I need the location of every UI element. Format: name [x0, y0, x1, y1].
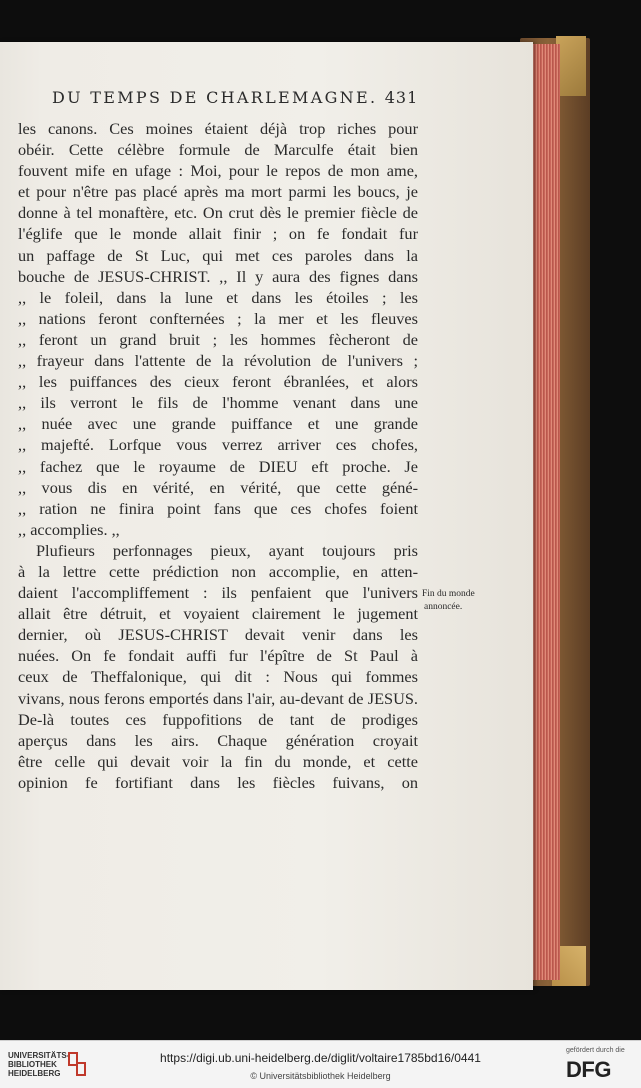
permalink[interactable]: https://digi.ub.uni-heidelberg.de/diglit/voltaire1785bd16/0441	[160, 1051, 481, 1065]
text-line: ,, nations feront confternées ; la mer et les fleuves	[18, 308, 418, 328]
text-line: ,, accomplies. ,,	[18, 519, 120, 539]
text-line: ,, le foleil, dans la lune et dans les étoiles ; les	[18, 287, 418, 307]
page-number: 431	[384, 88, 419, 107]
logo-line: BIBLIOTHEK	[8, 1060, 57, 1069]
text-line: allait être détruit, et voyaient clairement le jugement	[18, 604, 418, 624]
cover-corner-top	[556, 36, 586, 96]
text-line: ,, fachez que le royaume de DIEU eft proche. Je	[18, 456, 418, 476]
text-line: ,, ration ne finira point fans que ces chofes foient	[18, 498, 418, 518]
text-line: ,, nuée avec une grande puiffance et une grande	[18, 414, 418, 434]
marginal-note-line: annoncée.	[424, 602, 463, 612]
text-line: ,, les puiffances des cieux feront ébranlées, et alors	[18, 372, 418, 392]
text-line: être celle qui devait voir la fin du monde, et cette	[18, 751, 418, 771]
text-line: Plufieurs perfonnages pieux, ayant toujours pris	[36, 540, 418, 560]
text-line: ,, majefté. Lorfque vous verrez arriver ces chofes,	[18, 435, 418, 455]
text-line: aperçus dans les airs. Chaque génération croyait	[18, 730, 418, 750]
text-line: nuées. On fe fondait auffi fur l'épître de St Paul à	[18, 646, 418, 666]
text-line: à la lettre cette prédiction non accomplie, en atten-	[18, 561, 418, 581]
viewer-footer	[0, 1040, 641, 1088]
text-line: donne à tel monaftère, etc. On crut dès le premier fiècle de	[18, 203, 418, 223]
text-line: opinion fe fortifiant dans les fiècles fuivans, on	[18, 772, 418, 792]
text-line: un paffage de St Luc, qui met ces paroles dans la	[18, 245, 418, 265]
text-line: dernier, où JESUS-CHRIST devait venir dans les	[18, 625, 418, 645]
text-line: vivans, nous ferons emportés dans l'air, au-devant de JESUS.	[18, 688, 418, 708]
text-line: ,, feront un grand bruit ; les hommes fècheront de	[18, 329, 418, 349]
text-line: obéir. Cette célèbre formule de Marculfe était bien	[18, 140, 418, 160]
running-head-title: DU TEMPS DE CHARLEMAGNE.	[52, 88, 378, 107]
text-line: bouche de JESUS-CHRIST. ,, Il y aura des fignes dans	[18, 266, 418, 286]
marginal-note-line: Fin du monde	[422, 589, 475, 599]
text-line: ,, vous dis en vérité, en vérité, que cette géné-	[18, 477, 418, 497]
text-line: fouvent mife en ufage : Moi, pour le repos de mon ame,	[18, 161, 418, 181]
logo-line: HEIDELBERG	[8, 1069, 61, 1078]
text-line: et pour n'être pas placé après ma mort parmi les boucs, je	[18, 182, 418, 202]
text-line: ceux de Theffalonique, qui dit : Nous qui fommes	[18, 667, 418, 687]
text-line: De-là toutes ces fuppofitions de tant de prodiges	[18, 709, 418, 729]
copyright-notice: © Universitätsbibliothek Heidelberg	[250, 1071, 391, 1081]
body-text	[18, 118, 418, 793]
logo-line: UNIVERSITÄTS-	[8, 1051, 70, 1060]
running-head	[52, 88, 426, 107]
funded-by-label: gefördert durch die	[566, 1047, 625, 1054]
text-line: l'églife que le monde allait finir ; on fe fondait fur	[18, 224, 418, 244]
text-line: les canons. Ces moines étaient déjà trop riches pour	[18, 119, 418, 138]
text-line: daient l'accompliffement : ils penfaient que l'univers	[18, 583, 418, 603]
marginal-note	[422, 588, 500, 614]
text-line: ,, ils verront le fils de l'homme venant dans une	[18, 393, 418, 413]
text-line: ,, frayeur dans l'attente de la révolution de l'univers ;	[18, 351, 418, 371]
dfg-logo: DFG	[566, 1057, 611, 1082]
